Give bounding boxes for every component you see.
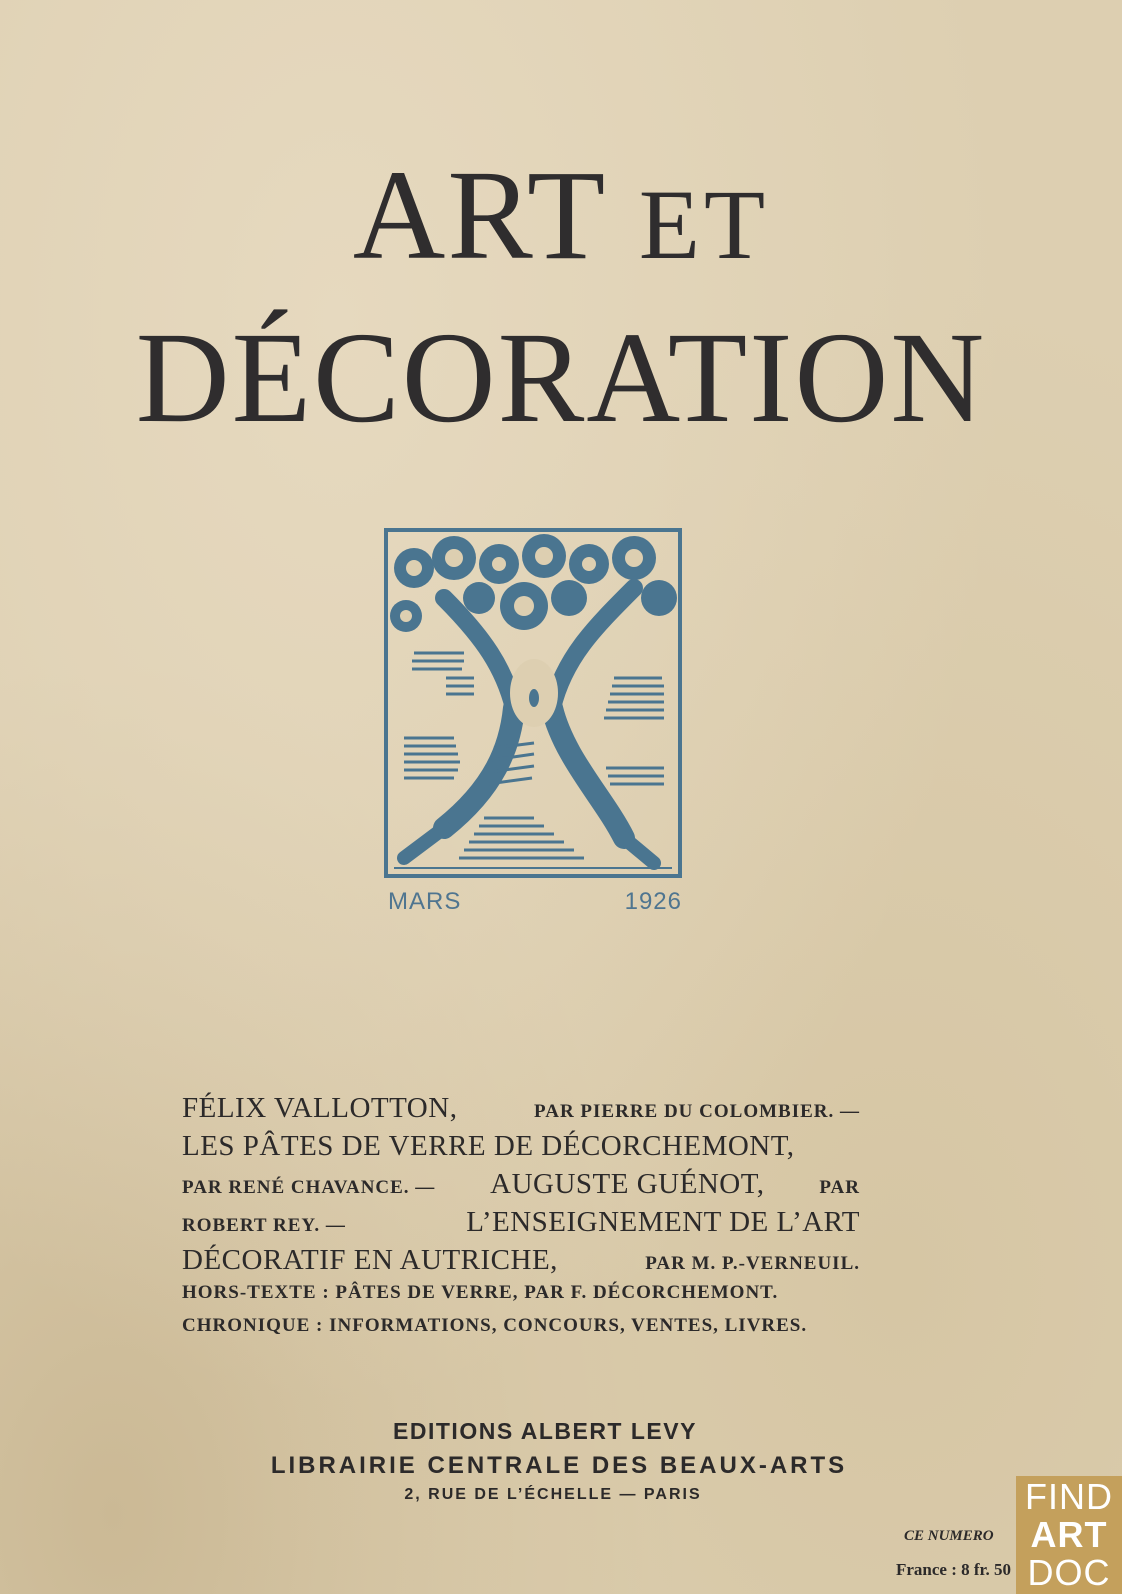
contents-line-1 [182, 1092, 860, 1130]
contents-l4-title: L’ENSEIGNEMENT DE L’ART [466, 1206, 860, 1238]
contents-l3-title: AUGUSTE GUÉNOT, [490, 1168, 765, 1200]
contents-l4-author: ROBERT REY. — [182, 1215, 346, 1236]
price-label: CE NUMERO [904, 1528, 994, 1544]
contents-line-7 [182, 1315, 860, 1348]
contents-line-4 [182, 1206, 860, 1244]
contents-l1-title: FÉLIX VALLOTTON, [182, 1092, 458, 1124]
contents-l5-author: PAR M. P.-VERNEUIL. [645, 1253, 860, 1274]
contents-l5-title: DÉCORATIF EN AUTRICHE, [182, 1244, 558, 1276]
logo-line-doc: DOC [1027, 1552, 1111, 1593]
issue-year: 1926 [624, 888, 682, 915]
issue-month: MARS [388, 888, 462, 915]
logo-line-art: ART [1030, 1514, 1108, 1555]
contents-line-2 [182, 1130, 860, 1168]
contents-chronique: CHRONIQUE : INFORMATIONS, CONCOURS, VENTES, LIVRES. [182, 1315, 808, 1336]
contents-hors-texte: HORS-TEXTE : PÂTES DE VERRE, PAR F. DÉCORCHEMONT. [182, 1282, 779, 1303]
magazine-title-line2: DÉCORATION [135, 306, 987, 450]
magazine-title-line1 [0, 144, 1122, 290]
logo-line-find: FIND [1025, 1476, 1113, 1517]
contents-line-6 [182, 1282, 860, 1315]
contents-l3-author: PAR RENÉ CHAVANCE. — [182, 1177, 436, 1198]
contents-l2-title: LES PÂTES DE VERRE DE DÉCORCHEMONT, [182, 1130, 795, 1162]
publisher-address: 2, RUE DE L’ÉCHELLE — PARIS [404, 1486, 702, 1503]
publisher-name: EDITIONS ALBERT LEVY [393, 1418, 697, 1444]
title-word-art: ART [352, 144, 605, 286]
woodcut-illustration [384, 528, 682, 878]
publisher-bookshop: LIBRAIRIE CENTRALE DES BEAUX-ARTS [270, 1452, 848, 1479]
table-of-contents [182, 1092, 860, 1348]
contents-line-5 [182, 1244, 860, 1282]
contents-line-3 [182, 1168, 860, 1206]
contents-l3-par: PAR [819, 1177, 860, 1198]
title-word-et: ET [638, 169, 770, 280]
findartdoc-logo [1016, 1476, 1122, 1594]
contents-l1-author: PAR PIERRE DU COLOMBIER. — [534, 1101, 860, 1122]
issue-date [386, 888, 684, 922]
price-value: France : 8 fr. 50 [896, 1560, 1012, 1579]
